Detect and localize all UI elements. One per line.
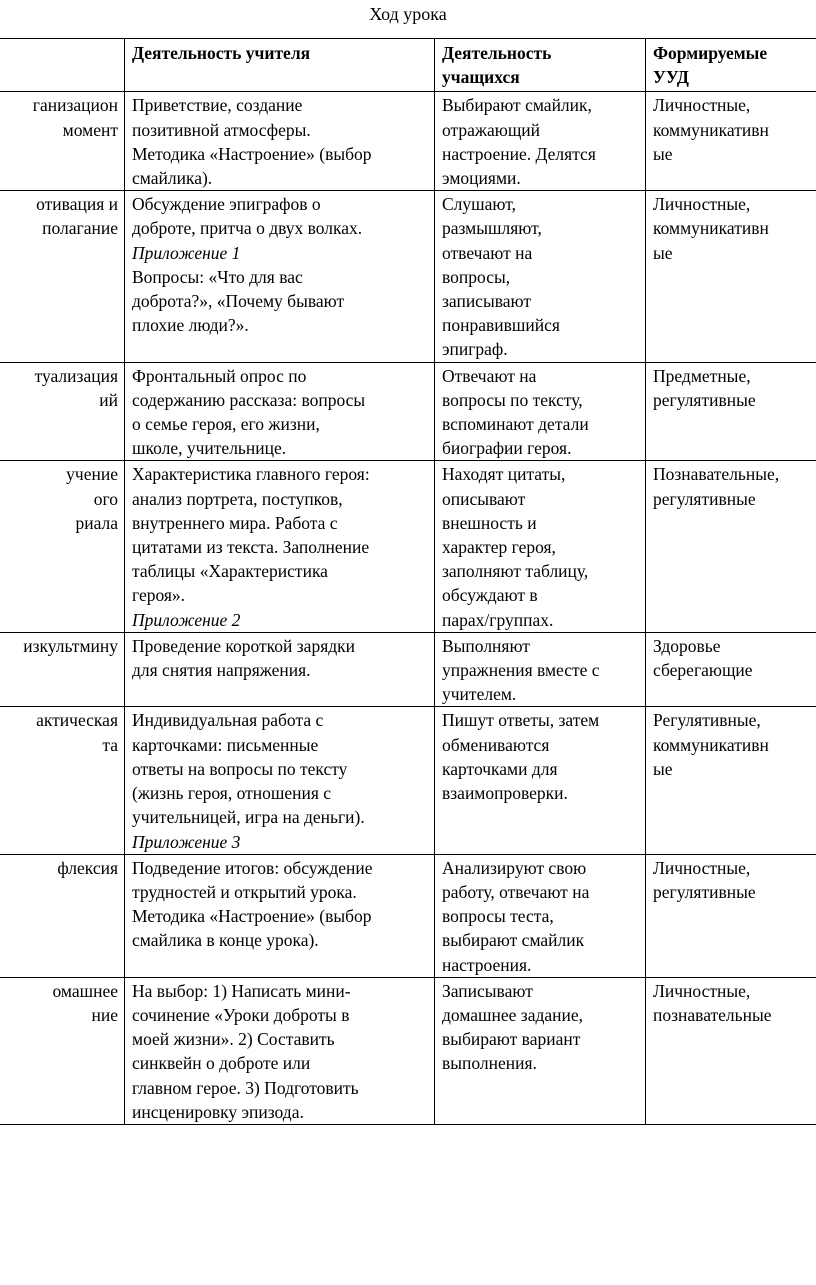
lesson-plan-table xyxy=(0,38,816,1125)
student-activity-cell xyxy=(435,977,646,1124)
table-row xyxy=(0,362,816,461)
table-row xyxy=(0,461,816,632)
stage-cell xyxy=(0,707,125,854)
cell-text-line: размышляют, xyxy=(442,218,542,239)
cell-text-line: вопросы теста, xyxy=(442,906,554,927)
cell-text-line: вопросы, xyxy=(442,266,511,287)
cell-text-line: Личностные, xyxy=(653,194,751,215)
cell-text-line: учительницей, игра на деньги). xyxy=(132,807,365,828)
cell-text-line: эпиграф. xyxy=(442,339,508,360)
header-text-line: Формируемые xyxy=(653,43,768,63)
header-stage xyxy=(0,39,125,92)
uud-cell xyxy=(646,977,816,1124)
teacher-activity-cell xyxy=(125,191,435,362)
student-activity-cell xyxy=(435,191,646,362)
cell-text-line: ий xyxy=(99,389,118,410)
cell-text-line: внешность и xyxy=(442,512,537,533)
cell-text-line: Предметные, xyxy=(653,365,751,386)
table-row xyxy=(0,854,816,977)
appendix-reference: Приложение 3 xyxy=(132,831,241,852)
cell-text-line: Личностные, xyxy=(653,857,751,878)
cell-text-line: выбирают вариант xyxy=(442,1029,581,1050)
cell-text-line: (жизнь героя, отношения с xyxy=(132,783,332,804)
table-row xyxy=(0,977,816,1124)
teacher-activity-cell xyxy=(125,854,435,977)
cell-text-line: флексия xyxy=(57,857,118,878)
cell-text-line: доброте, притча о двух волках. xyxy=(132,218,363,239)
teacher-activity-cell xyxy=(125,92,435,191)
cell-text-line: риала xyxy=(75,512,118,533)
cell-text-line: работу, отвечают на xyxy=(442,881,590,902)
cell-text-line: Методика «Настроение» (выбор xyxy=(132,906,372,927)
cell-text-line: Пишут ответы, затем xyxy=(442,710,600,731)
cell-text-line: сберегающие xyxy=(653,660,753,681)
header-text-line: УУД xyxy=(653,67,689,88)
table-header-row xyxy=(0,39,816,92)
cell-text-line: Личностные, xyxy=(653,95,751,116)
cell-text-line: отивация и xyxy=(36,194,118,215)
cell-text-line: инсценировку эпизода. xyxy=(132,1101,304,1122)
stage-cell xyxy=(0,191,125,362)
cell-text-line: эмоциями. xyxy=(442,168,521,189)
cell-text-line: таблицы «Характеристика xyxy=(132,561,328,582)
uud-cell xyxy=(646,191,816,362)
cell-text-line: ого xyxy=(93,488,118,509)
cell-text-line: взаимопроверки. xyxy=(442,783,568,804)
cell-text-line: ние xyxy=(91,1004,118,1025)
stage-cell xyxy=(0,362,125,461)
table-row xyxy=(0,707,816,854)
cell-text-line: коммуникативн xyxy=(653,734,769,755)
cell-text-line: та xyxy=(102,734,118,755)
table-row xyxy=(0,632,816,707)
cell-text-line: упражнения вместе с xyxy=(442,660,600,681)
cell-text-line: заполняют таблицу, xyxy=(442,561,589,582)
cell-text-line: настроение. Делятся xyxy=(442,143,596,164)
cell-text-line: Подведение итогов: обсуждение xyxy=(132,857,373,878)
cell-text-line: биографии героя. xyxy=(442,438,572,459)
uud-cell xyxy=(646,854,816,977)
cell-text-line: ые xyxy=(653,758,673,779)
cell-text-line: содержанию рассказа: вопросы xyxy=(132,389,366,410)
header-text-line xyxy=(0,41,120,65)
cell-text-line: синквейн о доброте или xyxy=(132,1053,311,1074)
cell-text-line: учителем. xyxy=(442,684,517,705)
cell-text-line: познавательные xyxy=(653,1004,772,1025)
header-text-line: Деятельность xyxy=(442,43,552,63)
stage-cell xyxy=(0,461,125,632)
header-uud xyxy=(646,39,816,92)
cell-text-line: цитатами из текста. Заполнение xyxy=(132,537,370,558)
cell-text-line: коммуникативн xyxy=(653,218,769,239)
cell-text-line: обсуждают в xyxy=(442,585,538,606)
uud-cell xyxy=(646,362,816,461)
cell-text-line: Регулятивные, xyxy=(653,710,761,731)
cell-text-line: Индивидуальная работа с xyxy=(132,710,324,731)
cell-text-line: Выполняют xyxy=(442,635,530,656)
uud-cell xyxy=(646,461,816,632)
cell-text-line: ответы на вопросы по тексту xyxy=(132,758,348,779)
cell-text-line: Слушают, xyxy=(442,194,516,215)
cell-text-line: трудностей и открытий урока. xyxy=(132,881,357,902)
teacher-activity-cell xyxy=(125,461,435,632)
cell-text-line: Отвечают на xyxy=(442,365,537,386)
cell-text-line: На выбор: 1) Написать мини- xyxy=(132,980,351,1001)
cell-text-line: карточками для xyxy=(442,758,558,779)
uud-cell xyxy=(646,92,816,191)
student-activity-cell xyxy=(435,854,646,977)
cell-text-line: отвечают на xyxy=(442,242,533,263)
student-activity-cell xyxy=(435,632,646,707)
cell-text-line: позитивной атмосферы. xyxy=(132,119,311,140)
cell-text-line: регулятивные xyxy=(653,488,756,509)
student-activity-cell xyxy=(435,707,646,854)
cell-text-line: карточками: письменные xyxy=(132,734,319,755)
cell-text-line: Приветствие, создание xyxy=(132,95,303,116)
cell-text-line: обмениваются xyxy=(442,734,550,755)
cell-text-line: туализация xyxy=(34,365,118,386)
cell-text-line: доброта?», «Почему бывают xyxy=(132,291,345,312)
student-activity-cell xyxy=(435,461,646,632)
cell-text-line: Выбирают смайлик, xyxy=(442,95,592,116)
cell-text-line: главном герое. 3) Подготовить xyxy=(132,1077,359,1098)
teacher-activity-cell xyxy=(125,632,435,707)
appendix-reference: Приложение 2 xyxy=(132,609,241,630)
cell-text-line: выбирают смайлик xyxy=(442,930,585,951)
cell-text-line: понравившийся xyxy=(442,315,560,336)
stage-cell xyxy=(0,92,125,191)
cell-text-line: описывают xyxy=(442,488,526,509)
cell-text-line: Здоровье xyxy=(653,635,721,656)
cell-text-line: Анализируют свою xyxy=(442,857,587,878)
cell-text-line: вопросы по тексту, xyxy=(442,389,583,410)
header-teacher-activity xyxy=(125,39,435,92)
cell-text-line: смайлика). xyxy=(132,168,213,189)
student-activity-cell xyxy=(435,92,646,191)
cell-text-line: вспоминают детали xyxy=(442,414,589,435)
cell-text-line: ганизацион xyxy=(32,95,118,116)
page-title: Ход урока xyxy=(369,4,447,24)
cell-text-line: Фронтальный опрос по xyxy=(132,365,307,386)
cell-text-line: актическая xyxy=(36,710,118,731)
cell-text-line: изкультмину xyxy=(23,635,118,656)
cell-text-line: характер героя, xyxy=(442,537,556,558)
cell-text-line: домашнее задание, xyxy=(442,1004,584,1025)
cell-text-line: Характеристика главного героя: xyxy=(132,464,370,485)
cell-text-line: регулятивные xyxy=(653,881,756,902)
cell-text-line: Вопросы: «Что для вас xyxy=(132,266,303,287)
cell-text-line: смайлика в конце урока). xyxy=(132,930,319,951)
cell-text-line: плохие люди?». xyxy=(132,315,249,336)
cell-text-line: настроения. xyxy=(442,954,532,975)
cell-text-line: выполнения. xyxy=(442,1053,537,1074)
cell-text-line: героя». xyxy=(132,585,186,606)
cell-text-line: Проведение короткой зарядки xyxy=(132,635,356,656)
header-text-line: учащихся xyxy=(442,67,520,88)
teacher-activity-cell xyxy=(125,707,435,854)
cell-text-line: учение xyxy=(66,464,118,485)
cell-text-line: парах/группах. xyxy=(442,609,554,630)
cell-text-line: Методика «Настроение» (выбор xyxy=(132,143,372,164)
cell-text-line: для снятия напряжения. xyxy=(132,660,311,681)
table-row xyxy=(0,191,816,362)
cell-text-line: полагание xyxy=(42,218,118,239)
cell-text-line: омашнее xyxy=(52,980,118,1001)
cell-text-line: Познавательные, xyxy=(653,464,780,485)
header-text-line: Деятельность учителя xyxy=(132,43,311,63)
cell-text-line: Записывают xyxy=(442,980,533,1001)
cell-text-line: отражающий xyxy=(442,119,541,140)
cell-text-line: коммуникативн xyxy=(653,119,769,140)
teacher-activity-cell xyxy=(125,977,435,1124)
cell-text-line: анализ портрета, поступков, xyxy=(132,488,343,509)
cell-text-line: моей жизни». 2) Составить xyxy=(132,1029,335,1050)
stage-cell xyxy=(0,977,125,1124)
cell-text-line: о семье героя, его жизни, xyxy=(132,414,320,435)
teacher-activity-cell xyxy=(125,362,435,461)
uud-cell xyxy=(646,707,816,854)
table-row xyxy=(0,92,816,191)
cell-text-line: Обсуждение эпиграфов о xyxy=(132,194,321,215)
student-activity-cell xyxy=(435,362,646,461)
cell-text-line: сочинение «Уроки доброты в xyxy=(132,1004,350,1025)
cell-text-line: школе, учительнице. xyxy=(132,438,287,459)
cell-text-line: внутреннего мира. Работа с xyxy=(132,512,338,533)
cell-text-line: ые xyxy=(653,143,673,164)
cell-text-line: регулятивные xyxy=(653,389,756,410)
cell-text-line: момент xyxy=(62,119,118,140)
cell-text-line: Личностные, xyxy=(653,980,751,1001)
stage-cell xyxy=(0,854,125,977)
header-student-activity xyxy=(435,39,646,92)
stage-cell xyxy=(0,632,125,707)
uud-cell xyxy=(646,632,816,707)
cell-text-line: ые xyxy=(653,242,673,263)
cell-text-line: записывают xyxy=(442,291,531,312)
appendix-reference: Приложение 1 xyxy=(132,242,241,263)
cell-text-line: Находят цитаты, xyxy=(442,464,566,485)
